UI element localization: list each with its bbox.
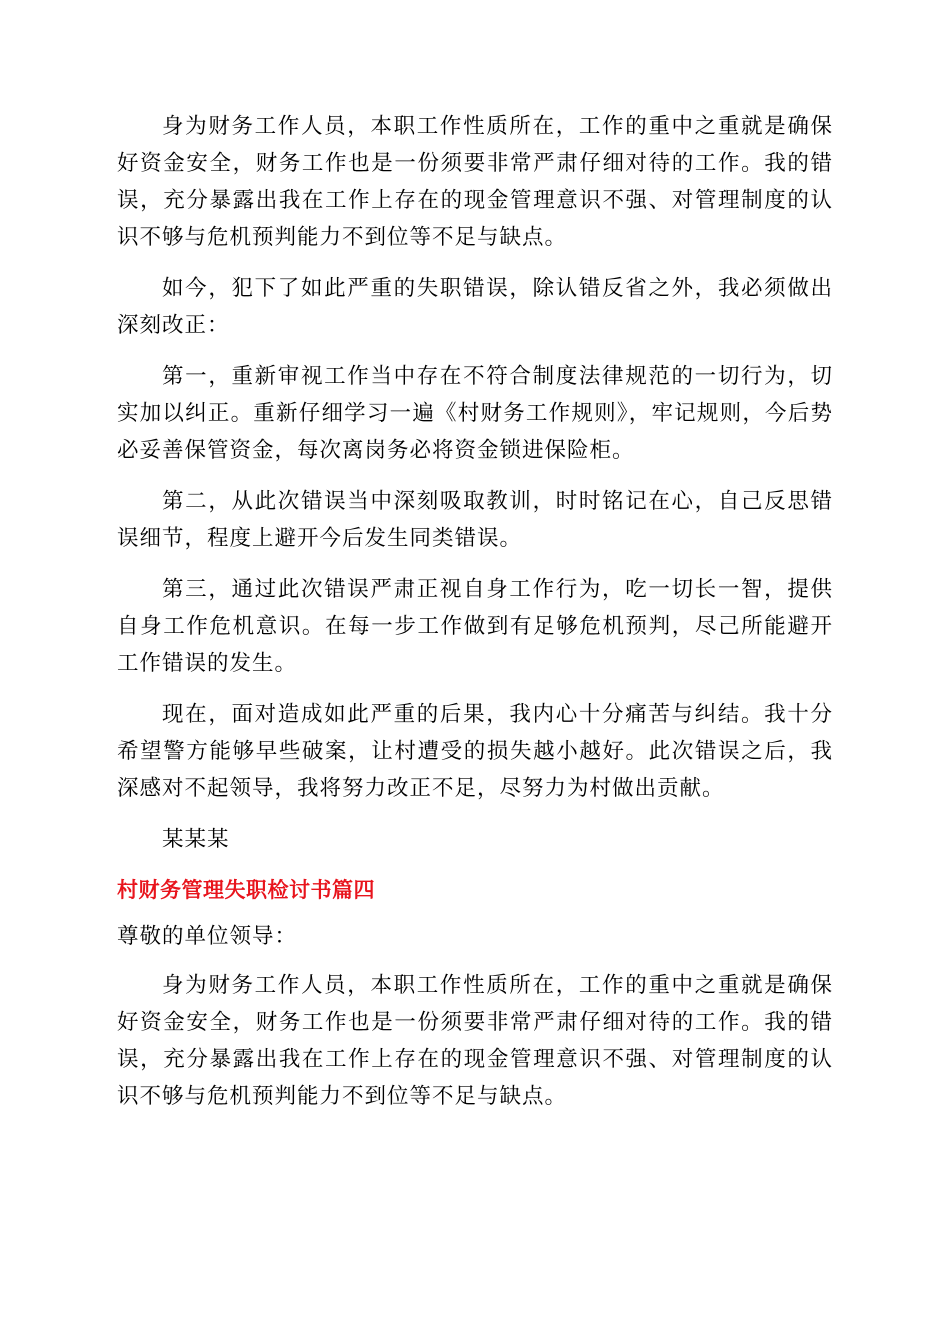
signature: 某某某	[162, 827, 230, 852]
body-paragraph: 第二，从此次错误当中深刻吸取教训，时时铭记在心，自己反思错误细节，程度上避开今后发生同类错误。	[117, 489, 833, 551]
body-paragraph: 身为财务工作人员，本职工作性质所在，工作的重中之重就是确保好资金安全，财务工作也是一份须要非常严肃仔细对待的工作。我的错误，充分暴露出我在工作上存在的现金管理意识不强、对管理制度的认识不够与危机预判能力不到位等不足与缺点。	[117, 114, 833, 250]
body-paragraph: 第一，重新审视工作当中存在不符合制度法律规范的一切行为，切实加以纠正。重新仔细学习一遍《村财务工作规则》，牢记规则，今后势必妥善保管资金，每次离岗务必将资金锁进保险柜。	[117, 364, 833, 463]
section-title: 村财务管理失职检讨书篇四	[117, 878, 375, 902]
salutation: 尊敬的单位领导：	[117, 924, 298, 949]
body-paragraph: 身为财务工作人员，本职工作性质所在，工作的重中之重就是确保好资金安全，财务工作也是一份须要非常严肃仔细对待的工作。我的错误，充分暴露出我在工作上存在的现金管理意识不强、对管理制度的认识不够与危机预判能力不到位等不足与缺点。	[117, 973, 833, 1109]
body-paragraph: 第三，通过此次错误严肃正视自身工作行为，吃一切长一智，提供自身工作危机意识。在每一步工作做到有足够危机预判，尽己所能避开工作错误的发生。	[117, 577, 833, 676]
body-paragraph: 现在，面对造成如此严重的后果，我内心十分痛苦与纠结。我十分希望警方能够早些破案，让村遭受的损失越小越好。此次错误之后，我深感对不起领导，我将努力改正不足，尽努力为村做出贡献。	[117, 702, 833, 801]
body-paragraph: 如今，犯下了如此严重的失职错误，除认错反省之外，我必须做出深刻改正：	[117, 276, 833, 338]
document-page	[117, 108, 833, 1129]
